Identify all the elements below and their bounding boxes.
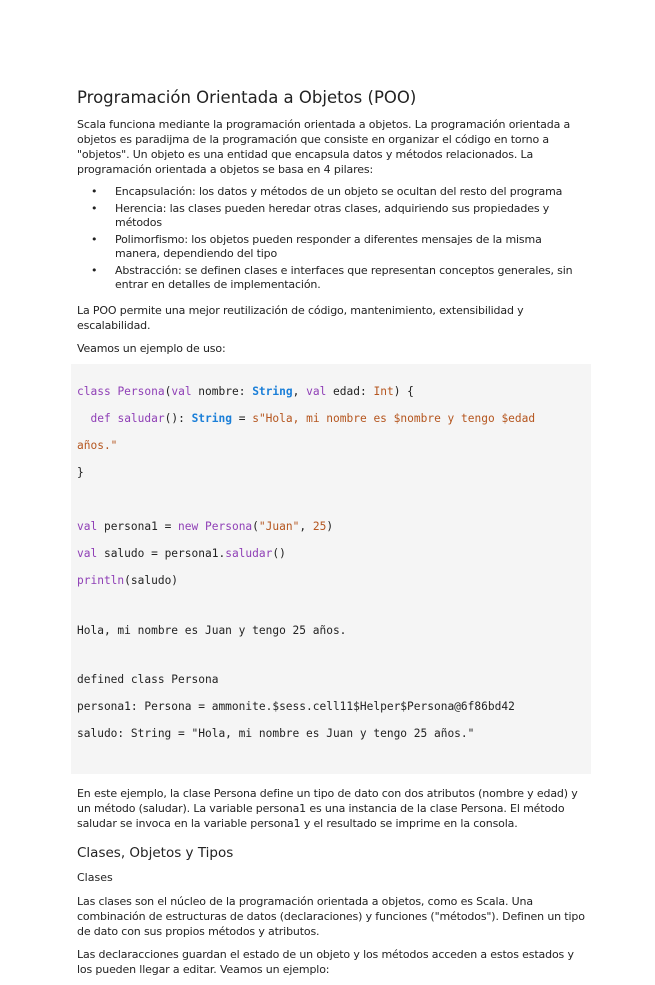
code-output-defined: defined class Persona: [77, 673, 219, 686]
code-line: def saludar(): String = s"Hola, mi nombre es $nombre y tengo $edad: [90, 412, 536, 425]
code-output-persona1: persona1: Persona = ammonite.$sess.cell11$Helper$Persona@6f86bd42: [77, 700, 515, 713]
code-line: }: [77, 466, 84, 479]
code-output-saludo: saludo: String = "Hola, mi nombre es Juan y tengo 25 años.": [77, 727, 475, 740]
code-line: println(saludo): [77, 574, 179, 587]
explanation-paragraph: En este ejemplo, la clase Persona define un tipo de dato con dos atributos (nombre y edad) y un método (saludar). La variable persona1 es una instancia de la clase Persona. El método saludar se invoca en la variable persona1 y el resultado se imprime en la consola.: [77, 786, 578, 830]
bullet-icon: •: [91, 185, 98, 198]
example-intro: Veamos un ejemplo de uso:: [77, 341, 226, 355]
code-line: años.": [77, 439, 118, 452]
bullet-icon: •: [91, 232, 98, 246]
subsubsection-title: Clases: [77, 870, 113, 884]
code-block: [71, 364, 591, 774]
list-item: • Polimorfismo: los objetos pueden responder a diferentes mensajes de la misma manera, dependiendo del tipo: [91, 232, 542, 260]
code-output-printed: Hola, mi nombre es Juan y tengo 25 años.: [77, 623, 347, 637]
code-line: class Persona(val nombre: String, val edad: Int) {: [77, 385, 414, 398]
document-content: [77, 88, 585, 985]
section-title: Programación Orientada a Objetos (POO): [77, 88, 417, 107]
pillars-list: [77, 185, 585, 293]
bullet-icon: •: [91, 263, 98, 277]
list-item: • Abstracción: se definen clases e interfaces que representan conceptos generales, sin entrar en detalles de implementación.: [91, 263, 573, 291]
subsection-title: Clases, Objetos y Tipos: [77, 844, 234, 861]
bullet-icon: •: [91, 201, 98, 215]
clases-paragraph: Las clases son el núcleo de la programación orientada a objetos, como es Scala. Una combinación de estructuras de datos (declaraciones) y funciones ("métodos"). Definen un tipo de dato con sus propios métodos y atributos.: [77, 894, 585, 938]
list-item: • Encapsulación: los datos y métodos de un objeto se ocultan del resto del programa: [91, 185, 563, 198]
code-line: val persona1 = new Persona("Juan", 25): [77, 520, 334, 533]
declaraciones-paragraph: Las declaracciones guardan el estado de un objeto y los métodos acceden a estos estados y los pueden llegar a editar. Veamos un ejemplo:: [77, 947, 574, 976]
code-line: val saludo = persona1.saludar(): [77, 547, 286, 560]
intro-paragraph: Scala funciona mediante la programación orientada a objetos. La programación orientada a objetos es paradijma de la programación que consiste en organizar el código en torno a "objetos". Un objeto es una entidad que encapsula datos y métodos relacionados. La programación orientada a objetos se basa en 4 pilares:: [77, 118, 571, 176]
list-item: • Herencia: las clases pueden heredar otras clases, adquiriendo sus propiedades y métodos: [91, 201, 550, 229]
poo-benefits-paragraph: La POO permite una mejor reutilización de código, mantenimiento, extensibilidad y escalabilidad.: [77, 303, 524, 332]
